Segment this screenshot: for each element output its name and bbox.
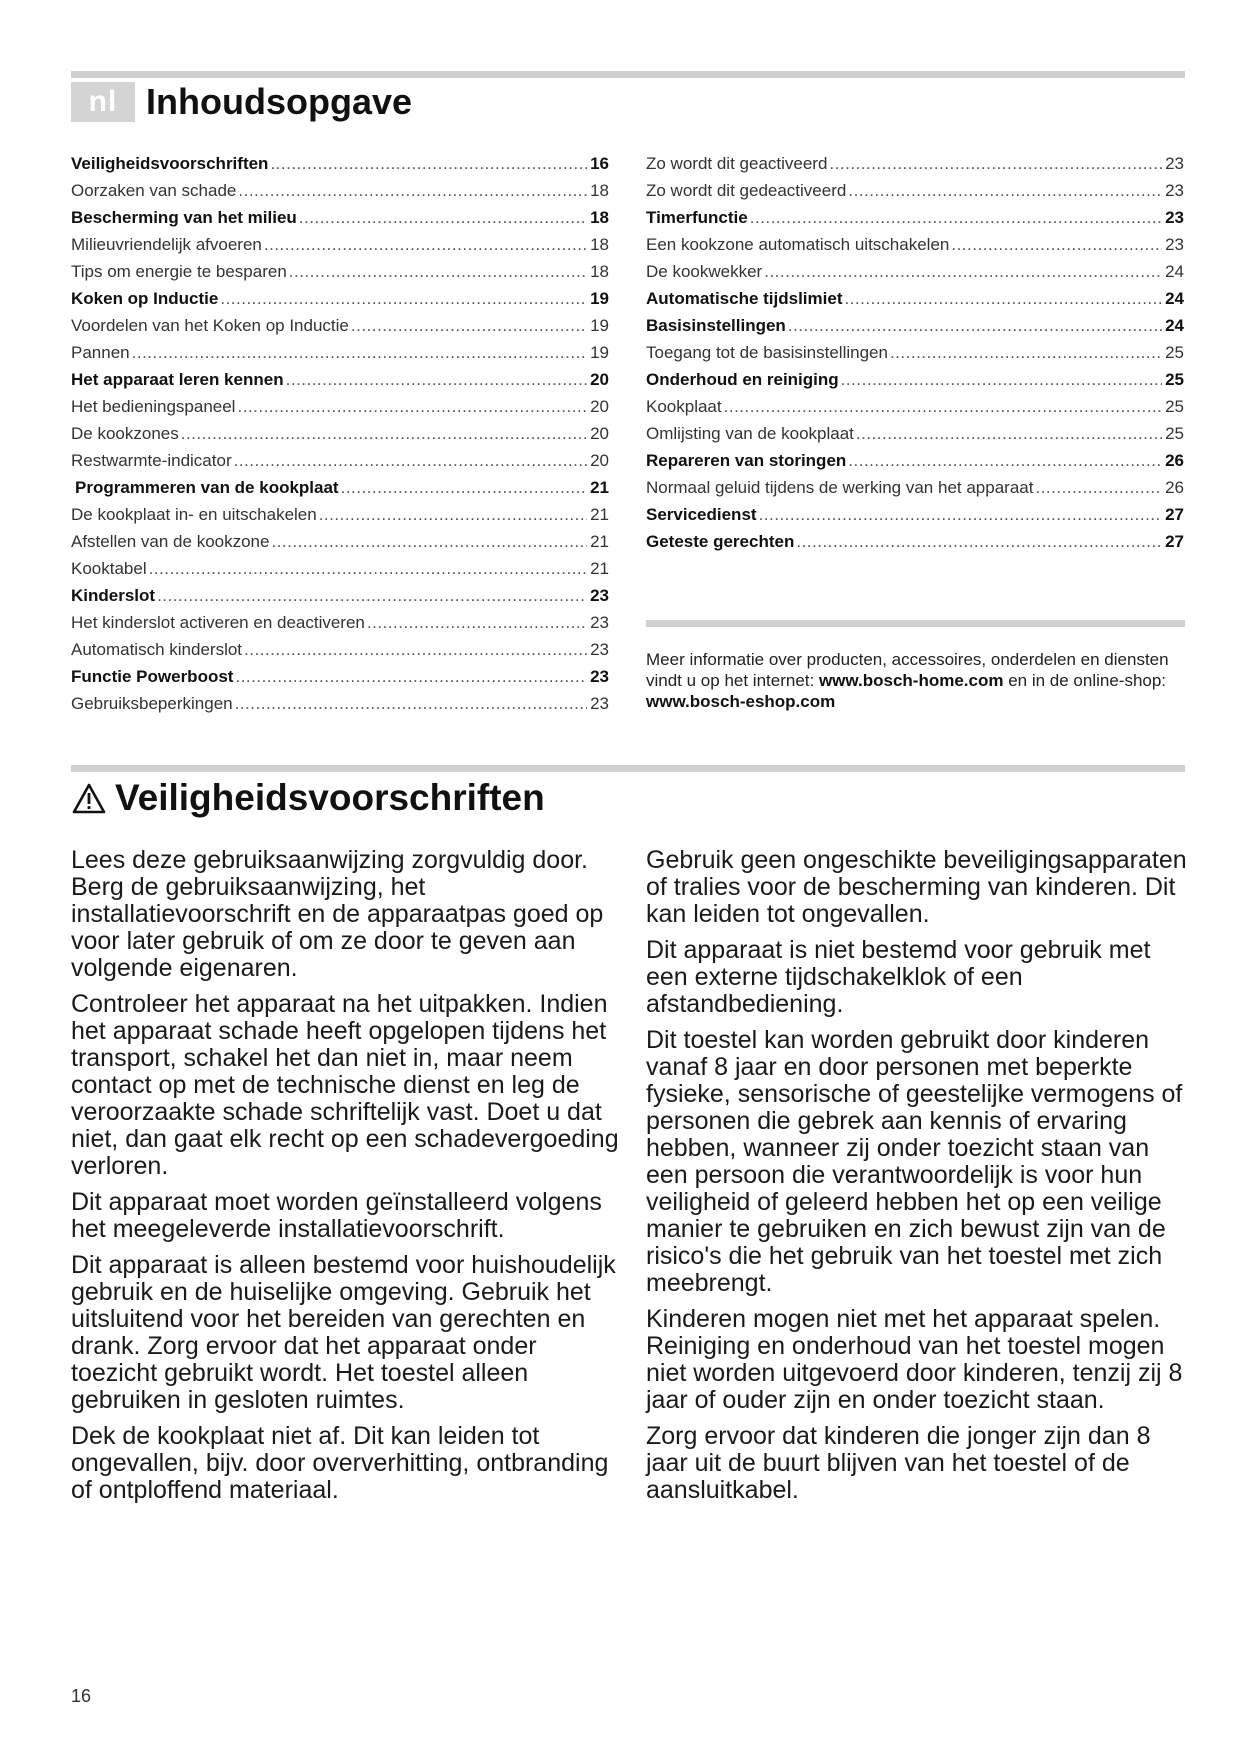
toc-entry-page: 26 [1165, 451, 1184, 470]
toc-entry-page: 18 [590, 262, 609, 281]
toc-entry-label: Omlijsting van de kookplaat [646, 424, 854, 443]
toc-leader-dots [132, 339, 587, 366]
toc-entry[interactable] [71, 204, 609, 231]
toc-entry-label: Een kookzone automatisch uitschakelen [646, 235, 950, 254]
toc-entry-label: Voordelen van het Koken op Inductie [71, 316, 349, 335]
toc-entry-label: Zo wordt dit geactiveerd [646, 154, 828, 173]
toc-entry-page: 23 [1165, 181, 1184, 200]
toc-entry[interactable] [646, 312, 1184, 339]
toc-entry[interactable] [71, 150, 609, 177]
toc-entry-page: 25 [1165, 343, 1184, 362]
toc-entry[interactable] [71, 555, 609, 582]
toc-entry-page: 21 [590, 532, 609, 551]
toc-entry-page: 25 [1165, 424, 1184, 443]
toc-entry[interactable] [646, 339, 1184, 366]
toc-entry-page: 23 [590, 667, 609, 686]
toc-entry[interactable] [71, 501, 609, 528]
toc-entry-page: 20 [590, 451, 609, 470]
toc-entry[interactable] [71, 528, 609, 555]
toc-leader-dots [299, 204, 587, 231]
safety-paragraph: Zorg ervoor dat kinderen die jonger zijn dan 8 jaar uit de buurt blijven van het toestel of de aansluitkabel. [646, 1422, 1151, 1504]
info-divider [646, 620, 1185, 627]
toc-leader-dots [848, 177, 1162, 204]
toc-entry-page: 18 [590, 208, 609, 227]
toc-leader-dots [351, 312, 587, 339]
toc-entry-label: Restwarmte-indicator [71, 451, 232, 470]
toc-column-left [71, 150, 609, 717]
toc-entry[interactable] [646, 285, 1184, 312]
toc-entry[interactable] [71, 231, 609, 258]
link-bosch-eshop[interactable]: www.bosch-eshop.com [646, 692, 836, 711]
toc-entry-label: Het apparaat leren kennen [71, 370, 284, 389]
toc-entry-page: 23 [1165, 154, 1184, 173]
toc-entry-label: Basisinstellingen [646, 316, 786, 335]
toc-leader-dots [235, 690, 587, 717]
toc-leader-dots [244, 636, 587, 663]
toc-entry[interactable] [71, 474, 609, 501]
toc-entry-page: 19 [590, 316, 609, 335]
toc-entry[interactable] [646, 474, 1184, 501]
toc-entry-page: 24 [1165, 262, 1184, 281]
toc-entry-page: 21 [590, 559, 609, 578]
toc-leader-dots [759, 501, 1162, 528]
safety-paragraph: Dit toestel kan worden gebruikt door kinderen vanaf 8 jaar en door personen met beperkte fysieke, sensorische of geestelijke vermogens of personen die gebrek aan kennis of ervaring hebben, wanneer zij onder toezicht staan van een persoon die verantwoordelijk is voor hun veiligheid of geleerd hebben het op een veilige manier te gebruiken en zich bewust zijn van de risico's die het gebruik van het toestel met zich meebrengt. [646, 1026, 1183, 1297]
toc-entry-label: Normaal geluid tijdens de werking van het apparaat [646, 478, 1034, 497]
toc-entry-page: 20 [590, 397, 609, 416]
toc-leader-dots [848, 447, 1162, 474]
toc-entry-page: 25 [1165, 397, 1184, 416]
toc-entry-label: De kookwekker [646, 262, 763, 281]
toc-entry-label: Timerfunctie [646, 208, 748, 227]
info-paragraph [646, 649, 1185, 712]
toc-entry-label: Servicedienst [646, 505, 757, 524]
toc-entry[interactable] [71, 690, 609, 717]
toc-entry[interactable] [646, 366, 1184, 393]
toc-entry[interactable] [71, 258, 609, 285]
info-text-1: Meer informatie over producten, accessoires, onderdelen en diensten vindt u op het internet: [646, 650, 1169, 690]
toc-entry-page: 20 [590, 370, 609, 389]
toc-entry-page: 18 [590, 235, 609, 254]
safety-paragraph: Gebruik geen ongeschikte beveiligingsapparaten of tralies voor de bescherming van kinderen. Dit kan leiden tot ongevallen. [646, 846, 1187, 928]
toc-entry[interactable] [646, 258, 1184, 285]
link-bosch-home[interactable]: www.bosch-home.com [818, 671, 1004, 690]
toc-entry-label: Automatische tijdslimiet [646, 289, 843, 308]
toc-entry-page: 24 [1165, 316, 1184, 335]
safety-paragraph: Dit apparaat moet worden geïnstalleerd volgens het meegeleverde installatievoorschrift. [71, 1188, 602, 1243]
toc-entry-label: Bescherming van het milieu [71, 208, 297, 227]
toc-entry-label: Functie Powerboost [71, 667, 234, 686]
toc-leader-dots [319, 501, 587, 528]
toc-entry-page: 23 [590, 586, 609, 605]
toc-entry-page: 26 [1165, 478, 1184, 497]
toc-entry-page: 27 [1165, 505, 1184, 524]
toc-entry-label: Afstellen van de kookzone [71, 532, 270, 551]
toc-entry-label: Veiligheidsvoorschriften [71, 154, 269, 173]
toc-entry-page: 23 [1165, 235, 1184, 254]
page-number: 16 [71, 1686, 92, 1706]
toc-entry-page: 21 [590, 505, 609, 524]
toc-entry-page: 23 [590, 613, 609, 632]
toc-leader-dots [237, 393, 587, 420]
safety-paragraph: Lees deze gebruiksaanwijzing zorgvuldig door. Berg de gebruiksaanwijzing, het installatievoorschrift en de apparaatpas goed op voor later gebruik of om ze door te geven aan volgende eigenaren. [71, 846, 604, 982]
toc-entry-label: Kinderslot [71, 586, 156, 605]
toc-leader-dots [844, 285, 1162, 312]
toc-entry-page: 16 [590, 154, 609, 173]
toc-leader-dots [764, 258, 1162, 285]
toc-entry[interactable] [71, 582, 609, 609]
toc-leader-dots [829, 150, 1162, 177]
body-column-right [646, 847, 1196, 1513]
toc-entry-label: Koken op Inductie [71, 289, 219, 308]
toc-entry-label: Kooktabel [71, 559, 147, 578]
section-heading [71, 774, 545, 822]
toc-entry-page: 19 [590, 343, 609, 362]
toc-leader-dots [238, 177, 587, 204]
toc-entry-page: 23 [590, 694, 609, 713]
toc-entry-label: De kookzones [71, 424, 179, 443]
toc-entry-page: 20 [590, 424, 609, 443]
toc-entry[interactable] [71, 447, 609, 474]
safety-paragraph: Kinderen mogen niet met het apparaat spelen. Reiniging en onderhoud van het toestel mogen niet worden uitgevoerd door kinderen, tenzij zij 8 jaar of ouder zijn en onder toezicht staan. [646, 1305, 1183, 1414]
toc-entry-label: Programmeren van de kookplaat [75, 478, 339, 497]
safety-paragraph: Controleer het apparaat na het uitpakken. Indien het apparaat schade heeft opgelopen tijdens het transport, schakel het dan niet in, maar neem contact op met de technische dienst en leg de veroorzaakte schade schriftelijk vast. Doet u dat niet, dan gaat elk recht op een schadevergoeding verloren. [71, 990, 619, 1180]
toc-entry[interactable] [71, 312, 609, 339]
toc-entry[interactable] [71, 420, 609, 447]
toc-leader-dots [890, 339, 1162, 366]
toc-leader-dots [149, 555, 587, 582]
toc-leader-dots [1035, 474, 1162, 501]
toc-entry-label: Oorzaken van schade [71, 181, 237, 200]
toc-leader-dots [157, 582, 587, 609]
toc-entry[interactable] [71, 609, 609, 636]
toc-leader-dots [951, 231, 1162, 258]
safety-paragraph: Dek de kookplaat niet af. Dit kan leiden tot ongevallen, bijv. door oververhitting, ontbranding of ontploffend materiaal. [71, 1422, 609, 1504]
toc-entry[interactable] [71, 285, 609, 312]
toc-entry[interactable] [646, 204, 1184, 231]
toc-entry-page: 23 [1165, 208, 1184, 227]
toc-leader-dots [271, 528, 587, 555]
toc-entry-page: 27 [1165, 532, 1184, 551]
body-column-left [71, 847, 621, 1513]
toc-title: Inhoudsopgave [146, 81, 413, 122]
toc-entry-page: 24 [1165, 289, 1184, 308]
section-divider [71, 765, 1185, 772]
toc-entry-page: 25 [1165, 370, 1184, 389]
toc-entry[interactable] [646, 231, 1184, 258]
language-tag: nl [71, 82, 135, 122]
toc-entry-page: 19 [590, 289, 609, 308]
toc-leader-dots [367, 609, 587, 636]
toc-leader-dots [788, 312, 1162, 339]
toc-entry[interactable] [646, 150, 1184, 177]
toc-entry[interactable] [71, 339, 609, 366]
info-text-2: en in de online-shop: [1003, 671, 1167, 690]
toc-entry-page: 21 [590, 478, 609, 497]
toc-entry[interactable] [646, 528, 1184, 555]
safety-paragraph: Dit apparaat is niet bestemd voor gebruik met een externe tijdschakelklok of een afstandbediening. [646, 936, 1151, 1018]
toc-leader-dots [289, 258, 587, 285]
toc-leader-dots [724, 393, 1162, 420]
toc-column-right [646, 150, 1184, 555]
toc-entry[interactable] [646, 420, 1184, 447]
toc-entry[interactable] [646, 501, 1184, 528]
top-divider [71, 71, 1185, 78]
toc-entry[interactable] [646, 177, 1184, 204]
warning-triangle-icon [71, 782, 107, 815]
toc-entry-label: Toegang tot de basisinstellingen [646, 343, 888, 362]
toc-entry-page: 23 [590, 640, 609, 659]
toc-leader-dots [220, 285, 587, 312]
toc-entry[interactable] [71, 663, 609, 690]
toc-leader-dots [234, 447, 587, 474]
toc-leader-dots [264, 231, 587, 258]
toc-entry-label: De kookplaat in- en uitschakelen [71, 505, 317, 524]
toc-leader-dots [841, 366, 1162, 393]
toc-entry-label: Pannen [71, 343, 130, 362]
toc-leader-dots [286, 366, 587, 393]
toc-entry[interactable] [71, 636, 609, 663]
toc-leader-dots [341, 474, 587, 501]
toc-leader-dots [181, 420, 587, 447]
toc-entry[interactable] [646, 447, 1184, 474]
toc-leader-dots [270, 150, 587, 177]
safety-paragraph: Dit apparaat is alleen bestemd voor huishoudelijk gebruik en de huiselijke omgeving. Gebruik het uitsluitend voor het bereiden van gerechten en drank. Zorg ervoor dat het apparaat onder toezicht gebruikt wordt. Het toestel alleen gebruiken in gesloten ruimtes. [71, 1251, 616, 1414]
toc-leader-dots [796, 528, 1162, 555]
toc-entry[interactable] [71, 393, 609, 420]
toc-entry-label: Geteste gerechten [646, 532, 795, 551]
toc-entry-label: Het bedieningspaneel [71, 397, 236, 416]
toc-entry[interactable] [646, 393, 1184, 420]
toc-entry-label: Tips om energie te besparen [71, 262, 287, 281]
toc-leader-dots [235, 663, 587, 690]
toc-entry-label: Gebruiksbeperkingen [71, 694, 233, 713]
toc-entry-label: Zo wordt dit gedeactiveerd [646, 181, 847, 200]
section-title: Veiligheidsvoorschriften [115, 777, 545, 818]
toc-entry[interactable] [71, 366, 609, 393]
toc-entry-label: Milieuvriendelijk afvoeren [71, 235, 262, 254]
toc-entry-label: Repareren van storingen [646, 451, 847, 470]
toc-entry-label: Automatisch kinderslot [71, 640, 243, 659]
toc-leader-dots [750, 204, 1162, 231]
toc-entry-label: Het kinderslot activeren en deactiveren [71, 613, 365, 632]
toc-entry-label: Onderhoud en reiniging [646, 370, 839, 389]
toc-entry[interactable] [71, 177, 609, 204]
toc-entry-label: Kookplaat [646, 397, 722, 416]
toc-entry-page: 18 [590, 181, 609, 200]
toc-leader-dots [856, 420, 1162, 447]
